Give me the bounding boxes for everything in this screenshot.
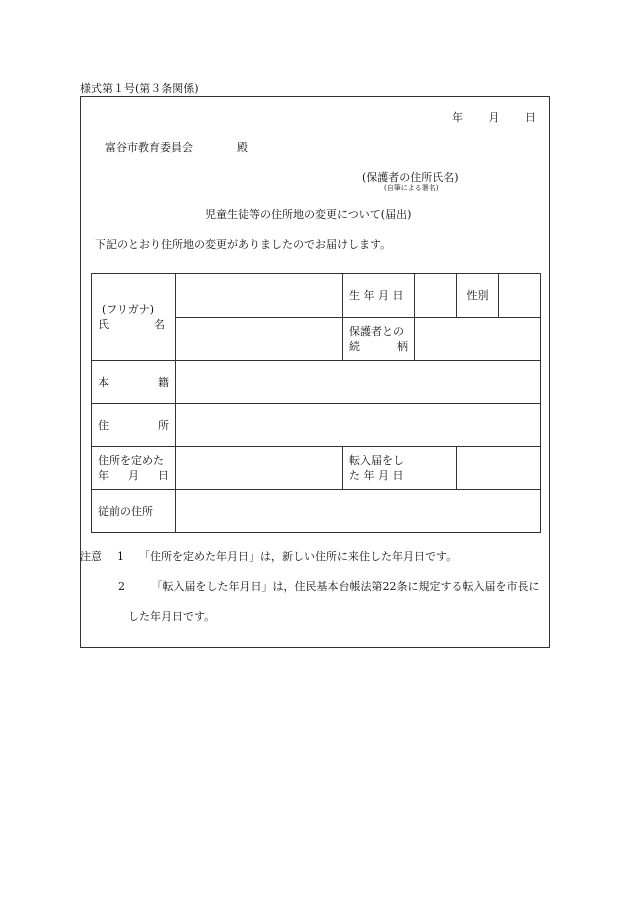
date-year-label: 年 — [452, 111, 463, 124]
moved-date-label-line2 — [98, 468, 169, 483]
honseki-field[interactable] — [176, 361, 541, 404]
birthdate-field[interactable] — [415, 274, 457, 318]
relation-label — [343, 318, 415, 361]
notice-date-label — [343, 447, 457, 490]
date-day-label: 日 — [525, 111, 536, 124]
date-month-label: 月 — [488, 111, 500, 124]
submission-date — [430, 109, 536, 125]
note-1-text: 「住所を定めた年月日」は，新しい住所に来住した年月日です。 — [139, 550, 458, 563]
address-field[interactable] — [176, 404, 541, 447]
moved-date-label-day: 日 — [158, 469, 169, 482]
moved-date-label-month: 月 — [128, 469, 139, 482]
furigana-field[interactable] — [176, 274, 343, 318]
document-title: 児童生徒等の住所地の変更について(届出) — [205, 208, 412, 221]
moved-date-label-line1: 住所を定めた — [98, 454, 164, 467]
note-2 — [118, 578, 540, 594]
name-label — [98, 317, 169, 332]
moved-date-label — [92, 447, 176, 490]
honseki-label-part2: 籍 — [158, 375, 169, 389]
name-label-part1: 氏 — [98, 318, 109, 331]
furigana-label: (フリガナ) — [102, 303, 155, 316]
notice-date-label-line1: 転入届をし — [349, 454, 404, 467]
note-1 — [80, 548, 457, 564]
guardian-signature-note: (自筆による署名) — [384, 184, 439, 192]
student-info-table — [91, 273, 541, 533]
note-1-number: 1 — [117, 550, 124, 563]
name-label-cell — [92, 274, 176, 361]
relation-label-line1: 保護者との — [349, 325, 404, 338]
addressee-honorific: 殿 — [237, 141, 248, 154]
address-label-part1: 住 — [98, 418, 109, 432]
moved-date-label-year: 年 — [98, 469, 109, 482]
addressee — [105, 139, 248, 155]
intro-text: 下記のとおり住所地の変更がありましたのでお届けします。 — [95, 238, 392, 251]
honseki-label — [92, 361, 176, 404]
note-2-text: 「転入届をした年月日」は，住民基本台帳法第22条に規定する転入届を市長に — [151, 580, 540, 593]
note-2-number: 2 — [118, 580, 125, 593]
relation-field[interactable] — [415, 318, 541, 361]
name-label-part2: 名 — [154, 318, 165, 331]
prev-address-label: 従前の住所 — [92, 490, 176, 533]
guardian-address-name-label: (保護者の住所氏名) — [362, 171, 459, 184]
notice-date-label-line2: た 年 月 日 — [349, 469, 404, 482]
relation-label-part-a: 続 — [349, 340, 360, 353]
note-prefix: 注意 — [80, 550, 102, 563]
address-label-part2: 所 — [158, 418, 169, 432]
address-label — [92, 404, 176, 447]
honseki-label-part1: 本 — [98, 375, 109, 389]
notice-date-field[interactable] — [457, 447, 541, 490]
moved-date-field[interactable] — [176, 447, 343, 490]
note-2-continuation: した年月日です。 — [128, 610, 216, 623]
relation-label-line2 — [349, 339, 408, 354]
form-number-label: 様式第１号(第３条関係) — [80, 82, 199, 95]
gender-field[interactable] — [499, 274, 541, 318]
addressee-name: 富谷市教育委員会 — [105, 141, 193, 154]
relation-label-part-b: 柄 — [397, 340, 408, 353]
prev-address-field[interactable] — [176, 490, 541, 533]
gender-label: 性別 — [457, 274, 499, 318]
name-field[interactable] — [176, 318, 343, 361]
birthdate-label: 生 年 月 日 — [343, 274, 415, 318]
